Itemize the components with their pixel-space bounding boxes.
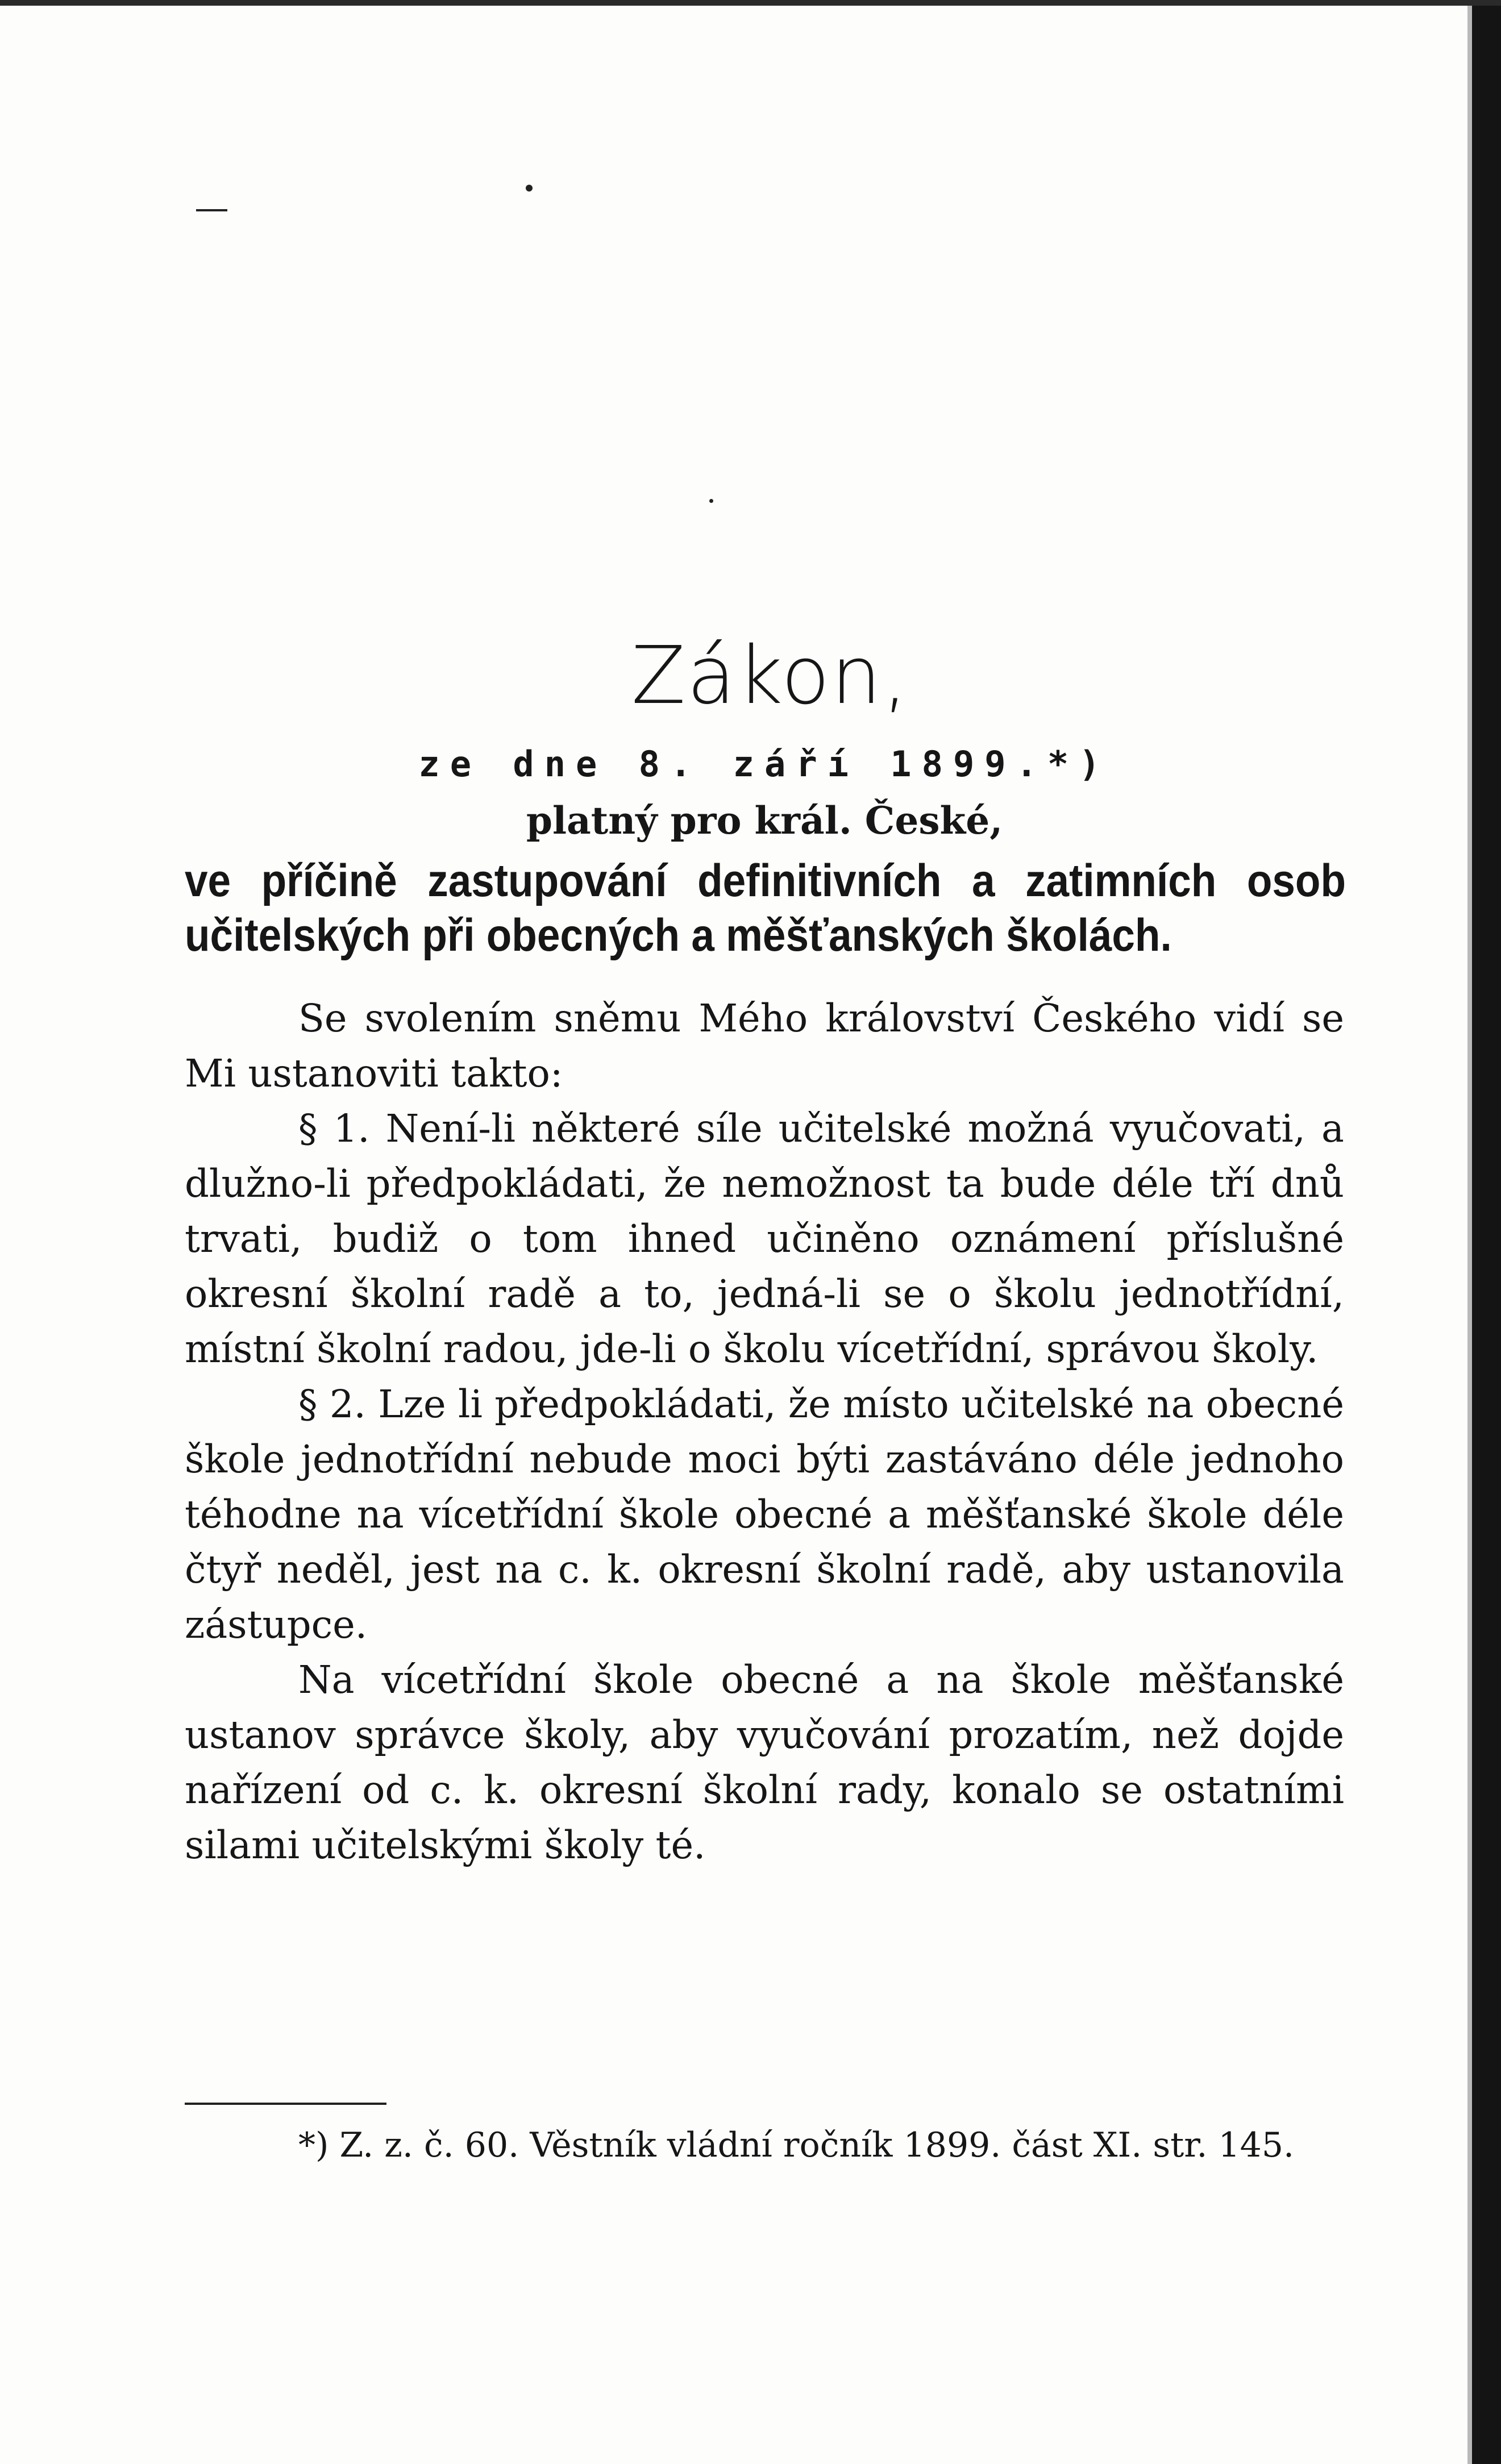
scan-border-top [0, 0, 1501, 6]
law-text [185, 991, 1344, 1873]
paragraph-3: Na vícetřídní škole obecné a na škole měšťanské ustanov správce školy, aby vyučování prozatím, než dojde nařízení od c. k. okresní školní rady, konalo se ostatními silami učitelskými školy té. [185, 1658, 1344, 1867]
paragraph-2: § 2. Lze li předpokládati, že místo učitelské na obecné škole jednotřídní nebude moci býti zastáváno déle jednoho téhodne na vícetřídní škole obecné a měšťanské škole déle čtyř neděl, jest na c. k. okresní školní radě, aby ustanovila zástupce. [185, 1382, 1344, 1647]
scan-border-right [1472, 0, 1501, 2464]
law-subject: ve příčině zastupování definitivních a zatimních osob učitelských při obecných a měšťanských školách. [185, 855, 1346, 961]
law-date: ze dne 8. září 1899.*) [418, 743, 1111, 785]
document-body [185, 619, 1344, 1873]
law-validity: platný pro král. České, [526, 798, 1003, 843]
law-title: Zákon, [631, 630, 909, 722]
intro-paragraph: Se svolením sněmu Mého království Českého vidí se Mi ustanoviti takto: [185, 996, 1344, 1096]
footnote: *) Z. z. č. 60. Věstník vládní ročník 1899. část XI. str. 145. [298, 2125, 1295, 2165]
scan-dot [526, 185, 533, 192]
paragraph-1: § 1. Není-li některé síle učitelské možná vyučovati, a dlužno-li předpokládati, že nemožnost ta bude déle tří dnů trvati, budiž o tom ihned učiněno oznámení příslušné okresní školní radě a to, jedná-li se o školu jednotřídní, místní školní radou, jde-li o školu vícetřídní, správou školy. [185, 1106, 1344, 1371]
scan-dot-small [709, 499, 713, 503]
scan-mark [196, 209, 227, 211]
footnote-rule [185, 2103, 386, 2105]
